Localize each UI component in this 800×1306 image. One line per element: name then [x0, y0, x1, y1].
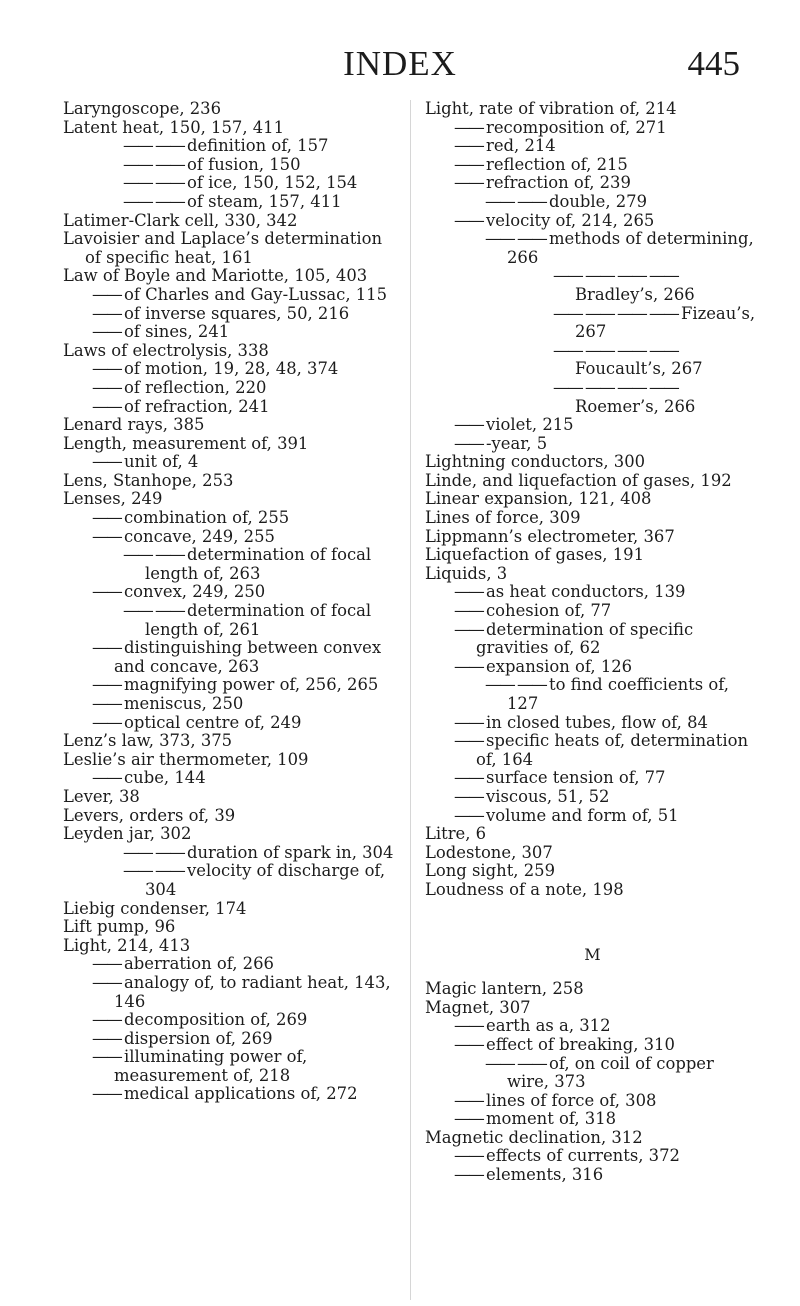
entry-text: viscous, 51, 52 — [486, 786, 610, 806]
index-entry — [425, 490, 760, 509]
ditto-dash: —— — [92, 377, 124, 397]
entry-text: velocity of, 214, 265 — [486, 210, 655, 230]
ditto-dash: —— —— —— —— — [553, 266, 678, 286]
entry-text: Magnet, 307 — [425, 997, 531, 1017]
ditto-dash: —— — [454, 154, 486, 174]
index-subentry — [425, 658, 760, 677]
page-title: INDEX — [343, 44, 457, 83]
index-subentry — [63, 583, 398, 602]
index-subentry — [63, 695, 398, 714]
entry-text: definition of, 157 — [186, 136, 329, 156]
ditto-dash: —— — [454, 1016, 486, 1036]
column-divider — [410, 100, 411, 1300]
entry-text: recomposition of, 271 — [486, 117, 667, 137]
index-subentry — [425, 1017, 760, 1036]
entry-text: Lenard rays, 385 — [63, 415, 205, 435]
ditto-dash: —— — [92, 954, 124, 974]
index-entry — [63, 342, 398, 361]
index-subentry — [425, 1147, 760, 1166]
index-entry — [63, 900, 398, 919]
index-entry — [425, 1129, 760, 1148]
entry-text: Lavoisier and Laplace’s determination of specific heat, 161 — [63, 229, 383, 267]
entry-text: reflection of, 215 — [486, 154, 628, 174]
index-entry — [63, 435, 398, 454]
section-letter-heading — [425, 946, 760, 965]
entry-text: Lens, Stanhope, 253 — [63, 470, 234, 490]
entry-text: Roemer’s, 266 — [575, 396, 696, 416]
ditto-dash: —— —— —— —— — [553, 377, 678, 397]
entry-text: M — [584, 944, 601, 964]
ditto-dash: —— — [454, 136, 486, 156]
index-subentry — [425, 119, 760, 138]
ditto-dash: —— — [454, 415, 486, 435]
entry-text: decomposition of, 269 — [124, 1010, 308, 1030]
index-entry — [425, 528, 760, 547]
index-entry — [425, 546, 760, 565]
ditto-dash: —— — [454, 601, 486, 621]
ditto-dash: —— — [454, 117, 486, 137]
entry-text: unit of, 4 — [124, 452, 199, 472]
entry-text: Latent heat, 150, 157, 411 — [63, 117, 285, 137]
index-subentry — [63, 1085, 398, 1104]
entry-text: Leslie’s air thermometer, 109 — [63, 749, 309, 769]
index-subentry — [63, 844, 398, 863]
ditto-dash: —— — [92, 694, 124, 713]
index-subentry — [63, 974, 398, 1011]
entry-text: of fusion, 150 — [186, 154, 301, 174]
ditto-dash: —— —— — [123, 191, 187, 211]
ditto-dash: —— — [454, 1034, 486, 1054]
entry-text: Lift pump, 96 — [63, 917, 176, 937]
entry-text: red, 214 — [486, 136, 556, 156]
entry-text: of steam, 157, 411 — [186, 191, 342, 211]
ditto-dash: —— —— — [123, 601, 187, 621]
ditto-dash: —— — [92, 508, 124, 528]
entry-text: to find coefficients of, 127 — [507, 675, 729, 713]
entry-text: Law of Boyle and Mariotte, 105, 403 — [63, 266, 368, 286]
entry-text: duration of spark in, 304 — [186, 842, 394, 862]
ditto-dash: —— — [454, 1090, 486, 1110]
index-entry — [425, 565, 760, 584]
index-subentry — [425, 676, 760, 713]
index-subentry — [425, 732, 760, 769]
index-entry — [425, 509, 760, 528]
index-subentry — [63, 174, 398, 193]
entry-text: surface tension of, 77 — [486, 768, 666, 788]
index-entry — [63, 472, 398, 491]
entry-text: expansion of, 126 — [486, 656, 633, 676]
entry-text: earth as a, 312 — [486, 1016, 611, 1036]
entry-text: convex, 249, 250 — [124, 582, 266, 602]
index-subentry — [63, 955, 398, 974]
entry-text: determination of specific gravities of, 62 — [476, 619, 694, 658]
entry-text: Laws of electrolysis, 338 — [63, 340, 269, 360]
index-entry — [425, 825, 760, 844]
entry-text: specific heats of, determination of, 164 — [476, 731, 749, 769]
index-subentry — [63, 528, 398, 547]
entry-text: meniscus, 250 — [124, 694, 244, 713]
entry-text: determination of focal length of, 261 — [145, 601, 372, 639]
index-entry — [425, 999, 760, 1018]
entry-text: violet, 215 — [486, 415, 574, 435]
index-subentry — [63, 323, 398, 342]
index-entry — [63, 416, 398, 435]
entry-text: Linde, and liquefaction of gases, 192 — [425, 470, 732, 490]
index-subentry — [425, 583, 760, 602]
entry-text: cohesion of, 77 — [486, 601, 612, 621]
entry-text: analogy of, to radiant heat, 143, 146 — [114, 972, 391, 1011]
ditto-dash: —— — [92, 712, 124, 732]
entry-text: refraction of, 239 — [486, 173, 631, 193]
entry-text: Magnetic declination, 312 — [425, 1127, 643, 1147]
index-subentry — [425, 137, 760, 156]
ditto-dash: —— — [454, 1146, 486, 1166]
index-entry — [63, 937, 398, 956]
entry-text: Light, rate of vibration of, 214 — [425, 99, 677, 118]
index-subentry — [425, 769, 760, 788]
ditto-dash: —— — [92, 1047, 124, 1067]
ditto-dash: —— — [454, 582, 486, 602]
entry-text: effects of currents, 372 — [486, 1146, 680, 1166]
index-subentry — [63, 862, 398, 899]
ditto-dash: —— —— — [485, 191, 549, 211]
ditto-dash: —— — [92, 284, 124, 304]
index-entry — [63, 490, 398, 509]
index-subentry — [63, 676, 398, 695]
entry-text: Lines of force, 309 — [425, 508, 581, 528]
ditto-dash: —— — [92, 972, 124, 992]
ditto-dash: —— —— — [485, 675, 549, 695]
entry-text: of sines, 241 — [124, 322, 230, 342]
index-subentry — [425, 416, 760, 435]
ditto-dash: —— — [454, 786, 486, 806]
index-subentry — [63, 379, 398, 398]
entry-text: Lodestone, 307 — [425, 842, 553, 862]
entry-text: of inverse squares, 50, 216 — [124, 303, 350, 323]
entry-text: elements, 316 — [486, 1165, 604, 1185]
index-column-left — [63, 100, 398, 1104]
entry-text: optical centre of, 249 — [124, 712, 302, 732]
ditto-dash: —— — [92, 675, 124, 695]
index-subentry — [63, 546, 398, 583]
entry-text: dispersion of, 269 — [124, 1028, 273, 1048]
index-subentry — [63, 453, 398, 472]
index-subentry — [63, 286, 398, 305]
index-subentry — [63, 398, 398, 417]
entry-text: Lenz’s law, 373, 375 — [63, 731, 233, 751]
entry-text: aberration of, 266 — [124, 954, 274, 974]
ditto-dash: —— — [92, 768, 124, 788]
ditto-dash: —— —— — [123, 545, 187, 565]
entry-text: of refraction, 241 — [124, 396, 270, 416]
index-subentry — [425, 267, 760, 304]
index-subentry — [425, 1036, 760, 1055]
entry-text: Fizeau’s, 267 — [575, 303, 756, 342]
entry-text: Laryngoscope, 236 — [63, 99, 222, 118]
index-subentry — [63, 193, 398, 212]
entry-text: combination of, 255 — [124, 508, 290, 528]
index-entry — [425, 100, 760, 119]
index-entry — [425, 844, 760, 863]
index-entry — [63, 119, 398, 138]
index-subentry — [425, 1055, 760, 1092]
ditto-dash: —— — [92, 1010, 124, 1030]
index-subentry — [425, 807, 760, 826]
index-entry — [63, 825, 398, 844]
ditto-dash: —— — [454, 1165, 486, 1185]
ditto-dash: —— — [454, 768, 486, 788]
entry-text: Lever, 38 — [63, 786, 140, 806]
ditto-dash: —— — [92, 526, 124, 546]
index-column-right — [425, 100, 760, 1185]
index-entry — [425, 453, 760, 472]
entry-text: lines of force of, 308 — [486, 1090, 657, 1110]
ditto-dash: —— — [92, 452, 124, 472]
entry-text: Length, measurement of, 391 — [63, 433, 309, 453]
entry-text: Liquefaction of gases, 191 — [425, 545, 644, 565]
index-entry — [63, 807, 398, 826]
ditto-dash: —— —— — [123, 842, 187, 862]
ditto-dash: —— — [92, 396, 124, 416]
index-subentry — [425, 230, 760, 267]
index-subentry — [63, 360, 398, 379]
index-entry — [425, 980, 760, 999]
entry-text: of reflection, 220 — [124, 377, 267, 397]
entry-text: velocity of discharge of, 304 — [145, 861, 386, 899]
ditto-dash: —— — [454, 805, 486, 825]
entry-text: effect of breaking, 310 — [486, 1034, 675, 1054]
ditto-dash: —— — [92, 638, 124, 658]
index-subentry — [425, 788, 760, 807]
entry-text: concave, 249, 255 — [124, 526, 275, 546]
ditto-dash: —— — [454, 619, 486, 639]
entry-text: of ice, 150, 152, 154 — [186, 173, 358, 193]
entry-text: Light, 214, 413 — [63, 935, 191, 955]
entry-text: Lightning conductors, 300 — [425, 452, 646, 472]
entry-text: of Charles and Gay-Lussac, 115 — [124, 284, 388, 304]
index-subentry — [425, 379, 760, 416]
ditto-dash: —— —— — [123, 173, 187, 193]
index-subentry — [63, 769, 398, 788]
ditto-dash: —— — [454, 731, 486, 751]
entry-text: cube, 144 — [124, 768, 206, 788]
ditto-dash: —— — [454, 712, 486, 732]
index-subentry — [425, 156, 760, 175]
entry-text: as heat conductors, 139 — [486, 582, 686, 602]
entry-text: of, on coil of copper wire, 373 — [507, 1053, 714, 1092]
index-entry — [63, 788, 398, 807]
entry-text: Foucault’s, 267 — [575, 359, 703, 379]
page-number: 445 — [687, 44, 740, 83]
ditto-dash: —— —— — [485, 1053, 549, 1073]
entry-text: volume and form of, 51 — [486, 805, 679, 825]
index-entry — [63, 751, 398, 770]
index-subentry — [63, 602, 398, 639]
entry-text: Loudness of a note, 198 — [425, 879, 624, 899]
index-subentry — [425, 174, 760, 193]
index-subentry — [63, 1011, 398, 1030]
index-entry — [63, 918, 398, 937]
entry-text: Latimer-Clark cell, 330, 342 — [63, 210, 298, 230]
ditto-dash: —— — [92, 1084, 124, 1104]
entry-text: Magic lantern, 258 — [425, 979, 584, 999]
index-entry — [425, 881, 760, 900]
entry-text: medical applications of, 272 — [124, 1084, 358, 1104]
entry-text: of motion, 19, 28, 48, 374 — [124, 359, 339, 379]
ditto-dash: —— — [92, 303, 124, 323]
index-subentry — [63, 509, 398, 528]
entry-text: Litre, 6 — [425, 824, 487, 844]
entry-text: Long sight, 259 — [425, 861, 556, 881]
index-entry — [63, 732, 398, 751]
ditto-dash: —— —— —— —— — [553, 303, 681, 323]
index-entry — [63, 100, 398, 119]
ditto-dash: —— —— — [123, 136, 187, 156]
entry-text: moment of, 318 — [486, 1109, 617, 1129]
ditto-dash: —— — [92, 359, 124, 379]
index-subentry — [63, 305, 398, 324]
index-subentry — [63, 1030, 398, 1049]
ditto-dash: —— — [92, 582, 124, 602]
index-subentry — [425, 1110, 760, 1129]
index-subentry — [425, 342, 760, 379]
ditto-dash: —— — [454, 173, 486, 193]
entry-text: Linear expansion, 121, 408 — [425, 489, 652, 509]
ditto-dash: —— — [454, 433, 486, 453]
ditto-dash: —— — [454, 1109, 486, 1129]
ditto-dash: —— — [454, 210, 486, 230]
index-subentry — [63, 1048, 398, 1085]
index-subentry — [425, 714, 760, 733]
entry-text: magnifying power of, 256, 265 — [124, 675, 379, 695]
index-subentry — [425, 621, 760, 658]
index-subentry — [425, 1166, 760, 1185]
entry-text: -year, 5 — [486, 433, 548, 453]
ditto-dash: —— —— — [123, 154, 187, 174]
index-subentry — [63, 714, 398, 733]
page-header — [0, 42, 800, 86]
entry-text: Lippmann’s electrometer, 367 — [425, 526, 675, 546]
entry-text: determination of focal length of, 263 — [145, 545, 372, 583]
ditto-dash: —— — [454, 656, 486, 676]
entry-text: in closed tubes, flow of, 84 — [486, 712, 708, 732]
ditto-dash: —— —— — [485, 229, 549, 249]
entry-text: Leyden jar, 302 — [63, 824, 192, 844]
index-subentry — [425, 212, 760, 231]
ditto-dash: —— —— — [123, 861, 187, 881]
index-entry — [63, 267, 398, 286]
entry-text: Liquids, 3 — [425, 563, 508, 583]
index-subentry — [63, 156, 398, 175]
ditto-dash: —— — [92, 1028, 124, 1048]
entry-text: Levers, orders of, 39 — [63, 805, 236, 825]
index-subentry — [63, 639, 398, 676]
entry-text: Liebig condenser, 174 — [63, 898, 247, 918]
index-subentry — [425, 435, 760, 454]
index-subentry — [425, 305, 760, 342]
index-entry — [425, 862, 760, 881]
index-subentry — [63, 137, 398, 156]
index-entry — [63, 212, 398, 231]
ditto-dash: —— —— —— —— — [553, 340, 678, 360]
index-subentry — [425, 193, 760, 212]
ditto-dash: —— — [92, 322, 124, 342]
entry-text: illuminating power of, measurement of, 218 — [114, 1047, 308, 1085]
index-entry — [63, 230, 398, 267]
index-subentry — [425, 1092, 760, 1111]
entry-text: Lenses, 249 — [63, 489, 163, 509]
entry-text: distinguishing between convex and concave, 263 — [114, 638, 382, 676]
entry-text: Bradley’s, 266 — [575, 284, 695, 304]
entry-text: methods of determining, 266 — [507, 229, 754, 267]
entry-text: double, 279 — [548, 191, 648, 211]
index-subentry — [425, 602, 760, 621]
index-entry — [425, 472, 760, 491]
